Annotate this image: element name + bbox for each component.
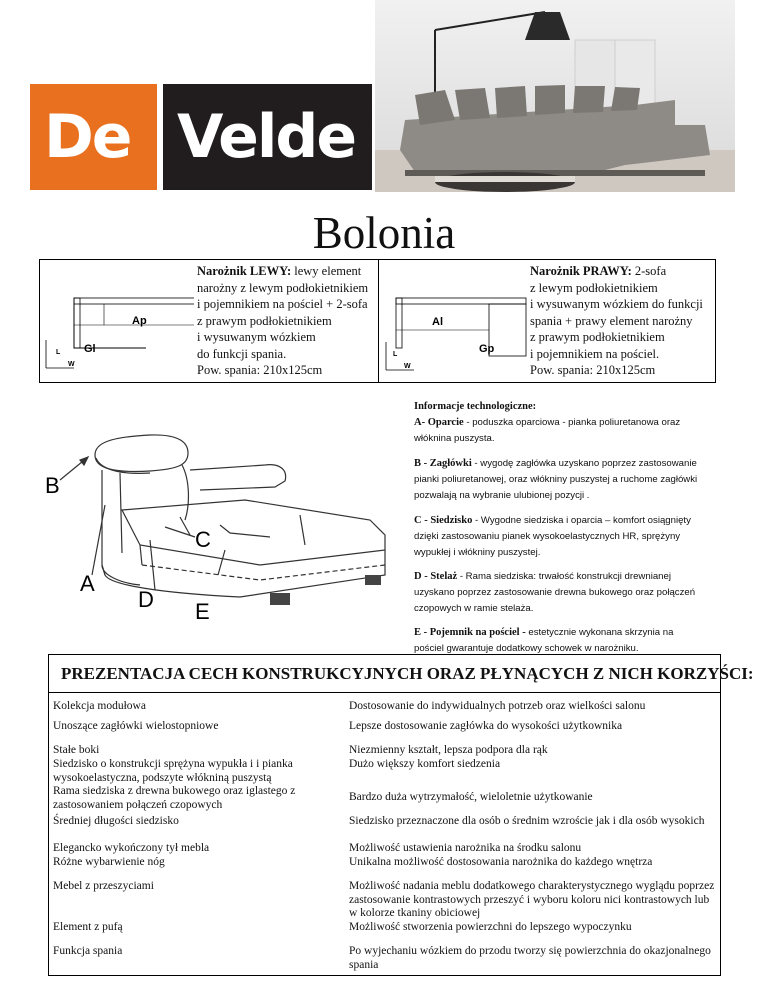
sofa-label-c: C — [195, 527, 211, 552]
tech-item-a: A- Oparcie - poduszka oparciowa - pianka poliuretanowa oraz włóknina puszysta. — [414, 417, 681, 444]
right-corner-heading: Narożnik PRAWY: — [530, 264, 632, 278]
sofa-label-b: B — [45, 473, 60, 498]
right-module-a-label: Al — [432, 316, 443, 328]
features-table-heading: PREZENTACJA CECH KONSTRUKCYJNYCH ORAZ PŁYNĄCYCH Z NICH KORZYŚCI: — [49, 655, 720, 693]
brand-logo-velde-text: Velde — [177, 102, 356, 172]
right-axis-w: W — [404, 363, 411, 370]
left-axis-l: L — [56, 349, 61, 356]
sofa-label-d: D — [138, 587, 154, 612]
product-title: Bolonia — [312, 208, 456, 258]
features-table — [48, 654, 754, 976]
table-row: Elegancko wykończony tył mebla Możliwość ustawienia narożnika na środku salonu — [53, 842, 582, 854]
brand-logo-velde — [163, 84, 372, 190]
left-corner-heading: Narożnik LEWY: — [197, 264, 292, 278]
tech-item-b: B - Zagłówki - wygodę zagłówka uzyskano poprzez zastosowanie pianki poliuretanowej, oraz włókniny puszystej a ruchome zagłówki pozwalają na wybranie ulubionej pozycji . — [414, 458, 698, 501]
sofa-label-e: E — [195, 599, 210, 624]
right-module-b-label: Gp — [479, 343, 495, 355]
left-corner-description: Narożnik LEWY: lewy element narożny z lewym podłokietnikiem i pojemnikiem na pościel + 2-sofa z prawym podłokietnikiem i wysuwanym wózkiem do funkcji spania. Pow. spania: 210x125cm — [197, 264, 369, 377]
tech-item-e: E - Pojemnik na pościel - estetycznie wykonana skrzynia na pościel gwarantuje dodatkowy schowek w narożniku. — [414, 627, 674, 654]
product-photo — [375, 0, 735, 192]
right-axis-l: L — [393, 351, 398, 358]
table-row: Siedzisko o konstrukcji sprężyna wypukła i i pianka wysokoelastyczna, podszyte włókniną puszystą Dużo większy komfort siedzenia — [53, 758, 501, 784]
tech-heading: Informacje technologiczne: — [414, 401, 537, 412]
brand-logo-de — [30, 84, 157, 190]
table-row: Element z pufą Możliwość stworzenia powierzchni do lepszego wypoczynku — [53, 921, 632, 933]
left-module-b-label: Gl — [84, 343, 96, 355]
tech-item-c: C - Siedzisko - Wygodne siedziska i oparcia – komfort osiągnięty dzięki zastosowaniu pianek wysokoelastycznych HR, sprężyny wypukłej i włókniny puszystej. — [414, 515, 691, 558]
left-axis-w: W — [68, 361, 75, 368]
right-corner-diagram — [384, 290, 534, 375]
left-module-a-label: Ap — [132, 315, 147, 327]
left-corner-diagram — [44, 290, 194, 375]
sofa-label-a: A — [80, 571, 95, 596]
table-row: Stałe boki Niezmienny kształt, lepsza podpora dla rąk — [53, 744, 548, 756]
table-row: Unoszące zagłówki wielostopniowe Lepsze dostosowanie zagłówka do wysokości użytkownika — [53, 720, 623, 732]
table-row: Funkcja spania Po wyjechaniu wózkiem do przodu tworzy się powierzchnia do okazjonalnego spania — [53, 945, 711, 971]
tech-item-d: D - Stelaż - Rama siedziska: trwałość konstrukcji drewnianej uzyskano poprzez zastosowanie drewna bukowego oraz połączeń czopowych w ramie stelaża. — [414, 571, 696, 614]
right-corner-description: Narożnik PRAWY: 2-sofa z lewym podłokietnikiem i wysuwanym wózkiem do funkcji spania + prawy element narożny z prawym podłokietnikiem i pojemnikiem na pościel. Pow. spania: 210x125cm — [530, 264, 703, 377]
corner-divider — [378, 259, 379, 383]
table-row: Mebel z przeszyciami Możliwość nadania meblu dodatkowego charakterystycznego wyglądu poprzez zastosowanie kontrastowych przeszyć i wyboru koloru nici kontrastowych lub w kolorze tkaniny obiciowej — [53, 880, 715, 919]
table-row: Kolekcja modułowa Dostosowanie do indywidualnych potrzeb oraz wielkości salonu — [53, 700, 646, 712]
table-row: Rama siedziska z drewna bukowego oraz iglastego z zastosowaniem połączeń czopowych Bardzo duża wytrzymałość, wieloletnie użytkowanie — [53, 785, 593, 811]
tech-info — [414, 399, 734, 447]
table-row: Różne wybarwienie nóg Unikalna możliwość dostosowania narożnika do każdego wnętrza — [53, 856, 653, 868]
table-row: Średniej długości siedzisko Siedzisko przeznaczone dla osób o średnim wzroście jak i dla osób wysokich — [53, 815, 705, 827]
sofa-technical-drawing — [40, 425, 410, 625]
brand-logo-de-text: De — [44, 102, 131, 172]
